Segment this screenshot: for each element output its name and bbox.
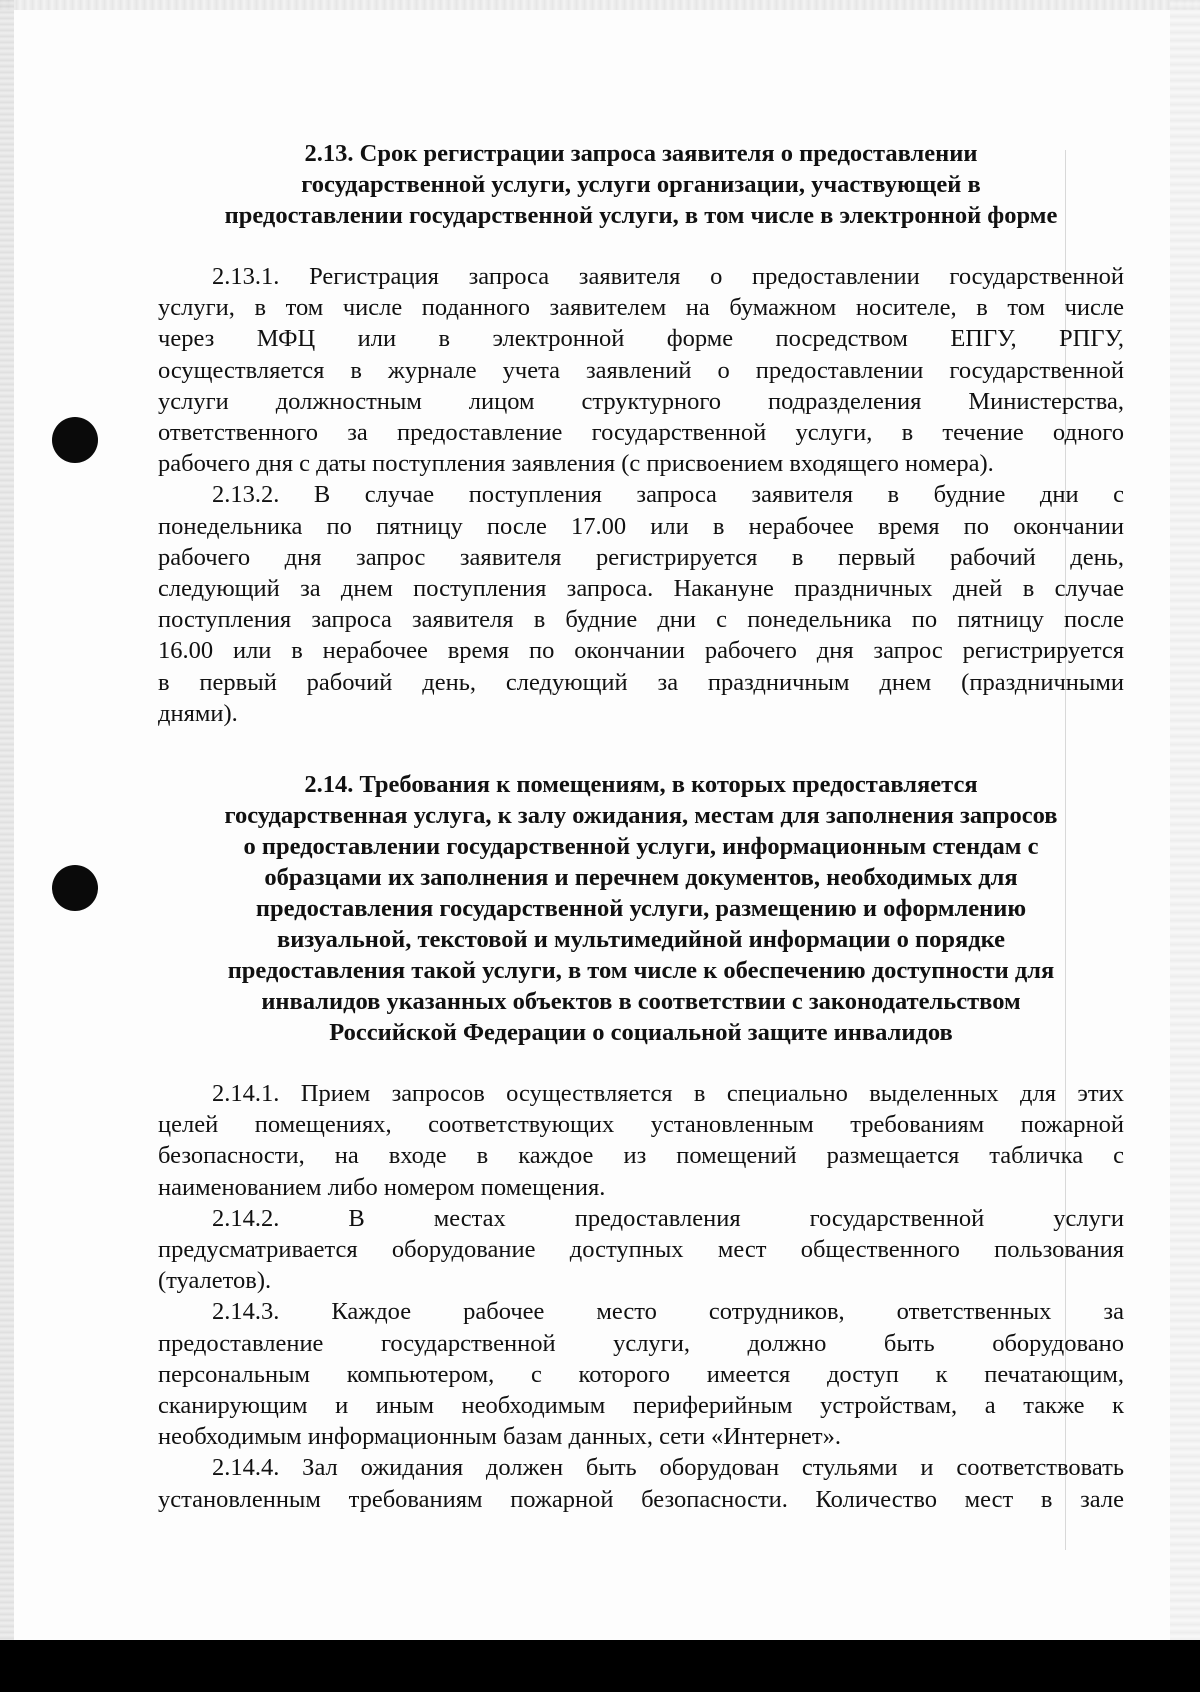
text-line: поступления запроса заявителя в будние дни с понедельника по пятницу после (158, 606, 1124, 634)
paragraph-2-14-4 (158, 1452, 1124, 1514)
text-line: безопасности, на входе в каждое из помещений размещается табличка с (158, 1142, 1124, 1170)
paragraph-2-14-2 (158, 1203, 1124, 1297)
scan-edge-right (1170, 0, 1200, 1650)
text-line: рабочего дня запрос заявителя регистрируется в первый рабочий день, (158, 543, 1124, 571)
scan-bottom-bar (0, 1640, 1200, 1692)
text-line: (туалетов). (158, 1267, 272, 1295)
heading-line: предоставлении государственной услуги, в том числе в электронной форме (224, 202, 1058, 229)
text-line: осуществляется в журнале учета заявлений о предоставлении государственной (158, 356, 1124, 384)
text-line: 2.14.4. Зал ожидания должен быть оборудован стульями и соответствовать (212, 1454, 1124, 1482)
text-line: услуги должностным лицом структурного подразделения Министерства, (158, 387, 1124, 415)
text-line: персональным компьютером, с которого имеется доступ к печатающим, (158, 1360, 1124, 1388)
document-body (158, 138, 1124, 1515)
paragraph-2-13-1 (158, 261, 1124, 479)
heading-line: государственной услуги, услуги организации, участвующей в (301, 171, 981, 198)
text-line: рабочего дня с даты поступления заявления (с присвоением входящего номера). (158, 450, 994, 478)
heading-line: предоставления государственной услуги, размещению и оформлению (255, 895, 1027, 923)
text-line: 2.13.1. Регистрация запроса заявителя о предоставлении государственной (212, 263, 1124, 290)
punch-hole (52, 865, 98, 911)
text-line: следующий за днем поступления запроса. Накануне праздничных дней в случае (158, 575, 1124, 603)
punch-hole (52, 417, 98, 463)
paragraph-2-13-2 (158, 479, 1124, 729)
text-line: установленным требованиям пожарной безопасности. Количество мест в зале (158, 1485, 1124, 1513)
text-line: понедельника по пятницу после 17.00 или в нерабочее время по окончании (158, 512, 1124, 540)
paragraph-2-14-3 (158, 1296, 1124, 1452)
paragraph-2-14-1 (158, 1078, 1124, 1203)
text-line: предоставление государственной услуги, должно быть оборудовано (158, 1329, 1124, 1357)
text-line: 2.14.1. Прием запросов осуществляется в специально выделенных для этих (212, 1080, 1124, 1108)
text-line: необходимым информационным базам данных, сети «Интернет». (158, 1423, 842, 1451)
heading-line: образцами их заполнения и перечнем документов, необходимых для (264, 864, 1018, 892)
text-line: в первый рабочий день, следующий за праздничным днем (праздничными (158, 668, 1124, 696)
text-line: услуги, в том числе поданного заявителем на бумажном носителе, в том числе (158, 294, 1124, 322)
heading-line: предоставления такой услуги, в том числе к обеспечению доступности для (227, 957, 1055, 985)
section-heading-2-14 (158, 769, 1124, 1048)
heading-line: 2.13. Срок регистрации запроса заявителя о предоставлении (304, 140, 978, 167)
text-line: ответственного за предоставление государственной услуги, в течение одного (158, 419, 1124, 447)
text-line: предусматривается оборудование доступных мест общественного пользования (158, 1236, 1124, 1264)
scan-edge-top (0, 0, 1200, 10)
heading-line: 2.14. Требования к помещениям, в которых предоставляется (304, 771, 978, 799)
section-heading-2-13 (158, 138, 1124, 231)
heading-line: Российской Федерации о социальной защите инвалидов (329, 1019, 953, 1047)
heading-line: инвалидов указанных объектов в соответствии с законодательством (261, 988, 1021, 1016)
text-line: днями). (158, 699, 238, 727)
heading-line: визуальной, текстовой и мультимедийной информации о порядке (277, 926, 1005, 954)
scan-edge-left (0, 0, 14, 1650)
heading-line: государственная услуга, к залу ожидания, местам для заполнения запросов (224, 802, 1058, 830)
text-line: сканирующим и иным необходимым периферийным устройствам, а также к (158, 1392, 1124, 1420)
text-line: 16.00 или в нерабочее время по окончании рабочего дня запрос регистрируется (158, 637, 1124, 665)
text-line: наименованием либо номером помещения. (158, 1173, 606, 1201)
text-line: 2.14.3. Каждое рабочее место сотрудников, ответственных за (212, 1298, 1124, 1326)
text-line: через МФЦ или в электронной форме посредством ЕПГУ, РПГУ, (158, 325, 1124, 353)
text-line: целей помещениях, соответствующих установленным требованиям пожарной (158, 1111, 1124, 1139)
text-line: 2.14.2. В местах предоставления государственной услуги (212, 1204, 1124, 1232)
heading-line: о предоставлении государственной услуги, информационным стендам с (243, 833, 1039, 861)
text-line: 2.13.2. В случае поступления запроса заявителя в будние дни с (212, 481, 1124, 509)
